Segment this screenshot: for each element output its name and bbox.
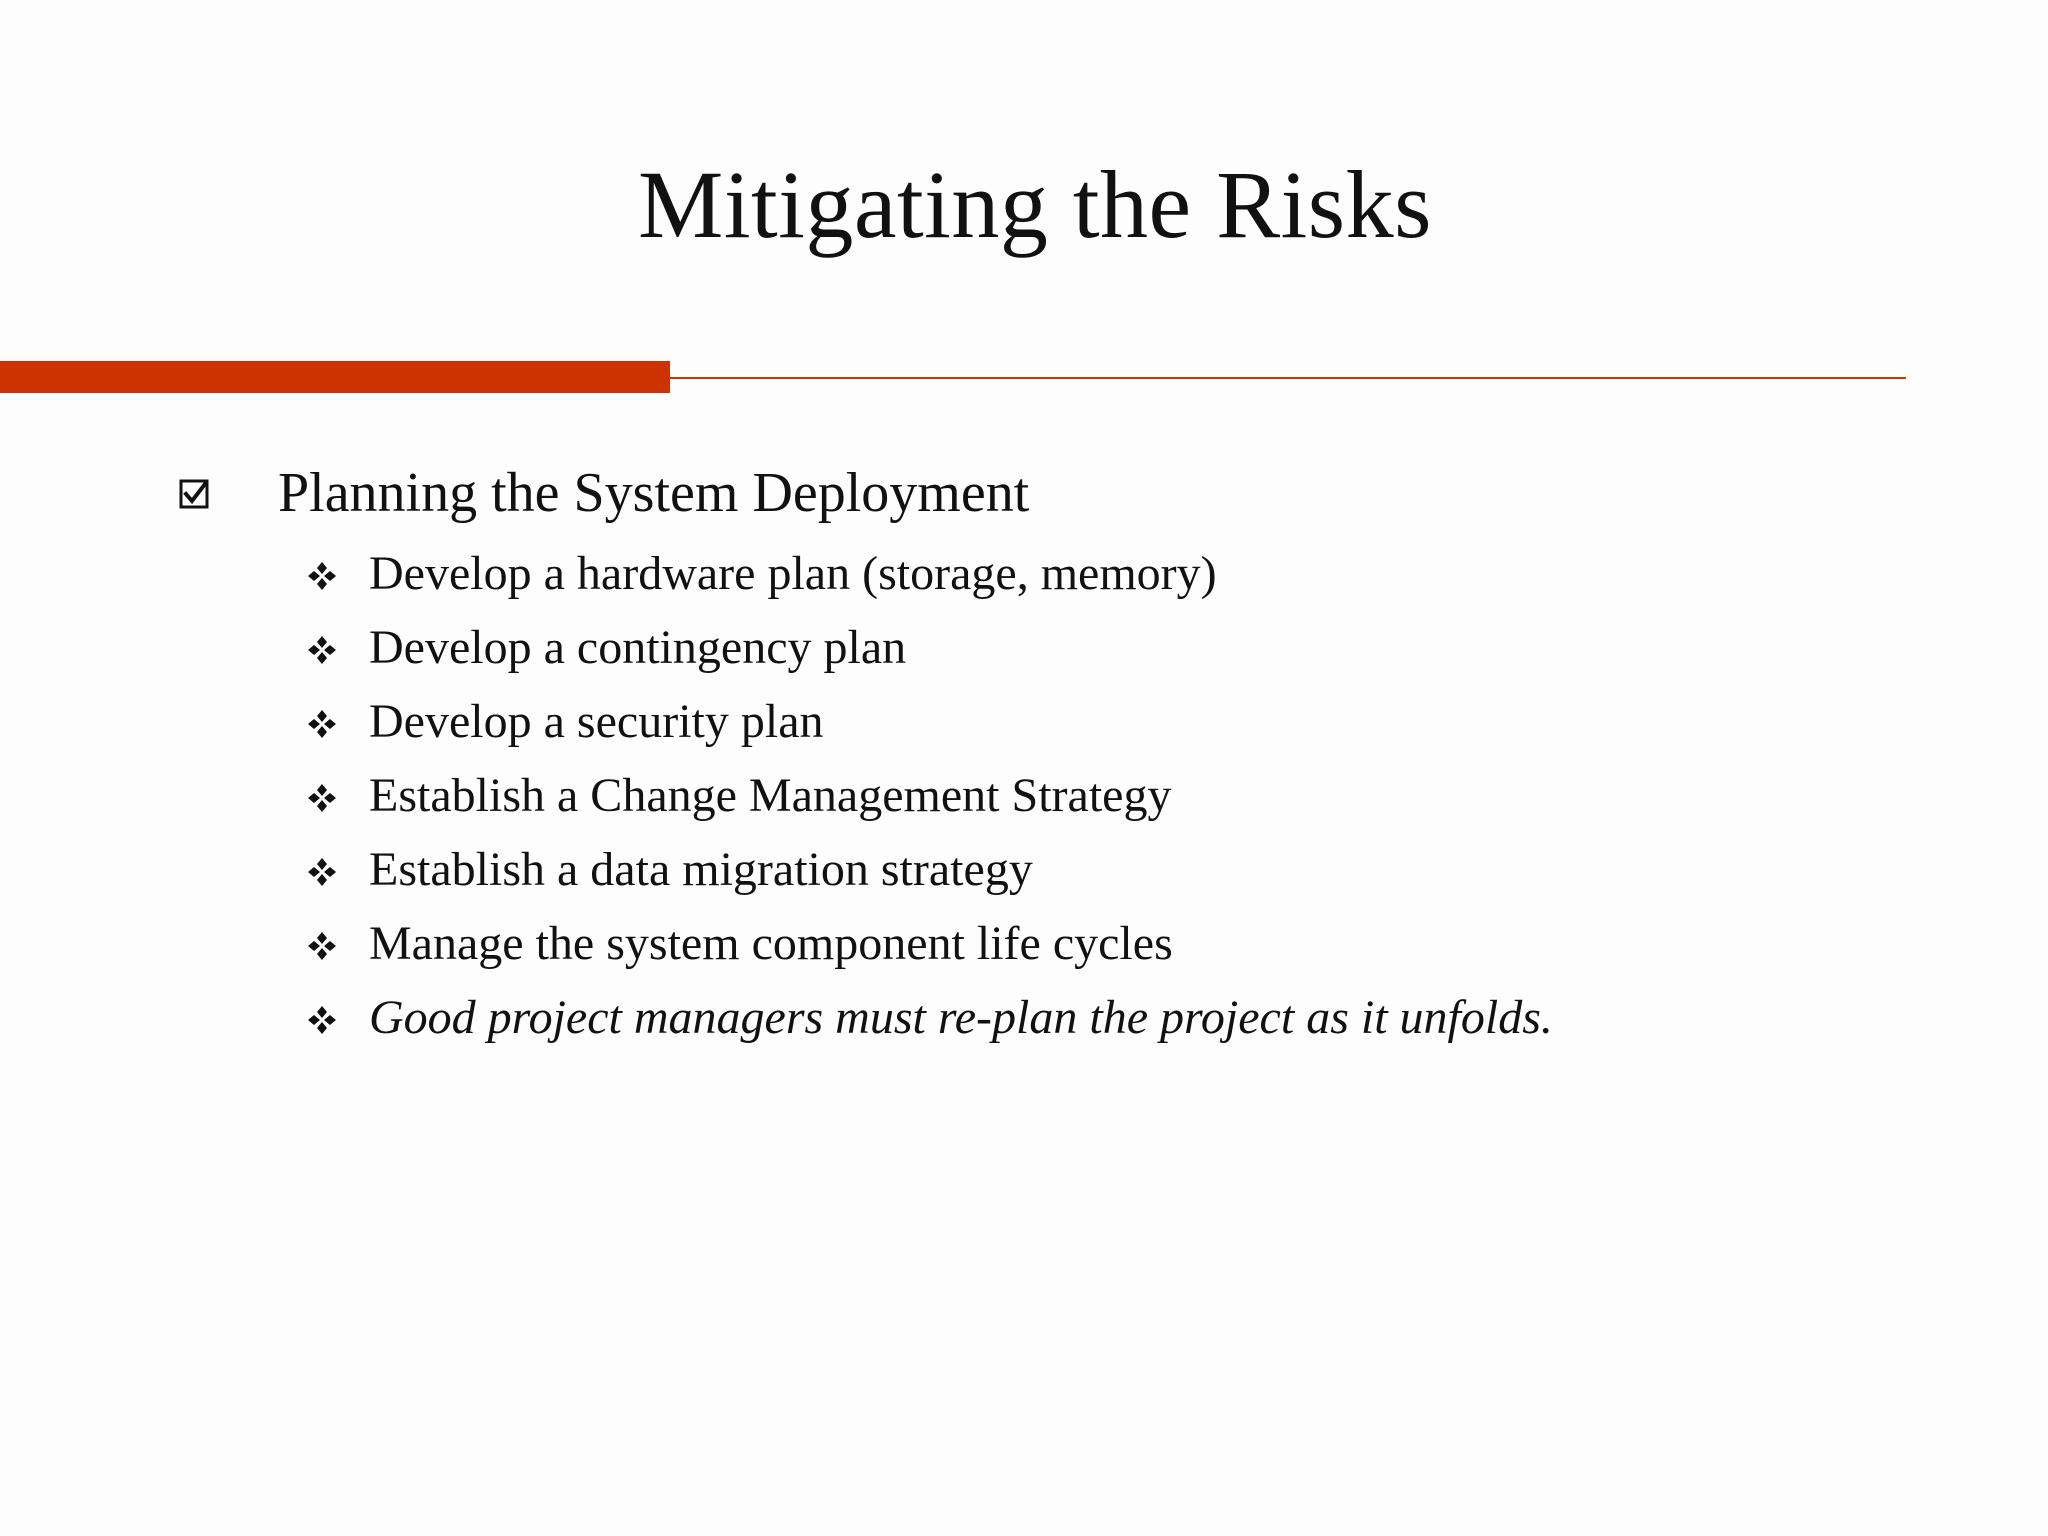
checkbox-checked-icon [178, 478, 210, 510]
main-bullet-text: Planning the System Deployment [278, 462, 1030, 524]
sub-bullet-text: Develop a contingency plan [369, 621, 907, 674]
four-diamond-bullet-icon [306, 634, 338, 666]
four-diamond-bullet-icon [306, 930, 338, 962]
main-bullet [0, 458, 2048, 528]
four-diamond-bullet-icon [306, 856, 338, 888]
sub-bullet [0, 912, 2048, 976]
four-diamond-bullet-icon [306, 782, 338, 814]
sub-bullet-text: Develop a hardware plan (storage, memory) [369, 547, 1217, 600]
sub-bullet-text: Develop a security plan [369, 695, 824, 748]
sub-bullet [0, 986, 2048, 1050]
four-diamond-bullet-icon [306, 708, 338, 740]
sub-bullet [0, 764, 2048, 828]
four-diamond-bullet-icon [306, 560, 338, 592]
sub-bullet-text: Establish a Change Management Strategy [369, 769, 1172, 822]
four-diamond-bullet-icon [306, 1004, 338, 1036]
sub-bullet-text: Manage the system component life cycles [369, 917, 1173, 970]
sub-bullet [0, 690, 2048, 754]
sub-bullet [0, 542, 2048, 606]
sub-bullet-text: Establish a data migration strategy [369, 843, 1033, 896]
slide-title: Mitigating the Risks [637, 151, 1433, 258]
sub-bullet [0, 838, 2048, 902]
sub-bullet-text: Good project managers must re-plan the project as it unfolds. [369, 991, 1553, 1044]
sub-bullet [0, 616, 2048, 680]
